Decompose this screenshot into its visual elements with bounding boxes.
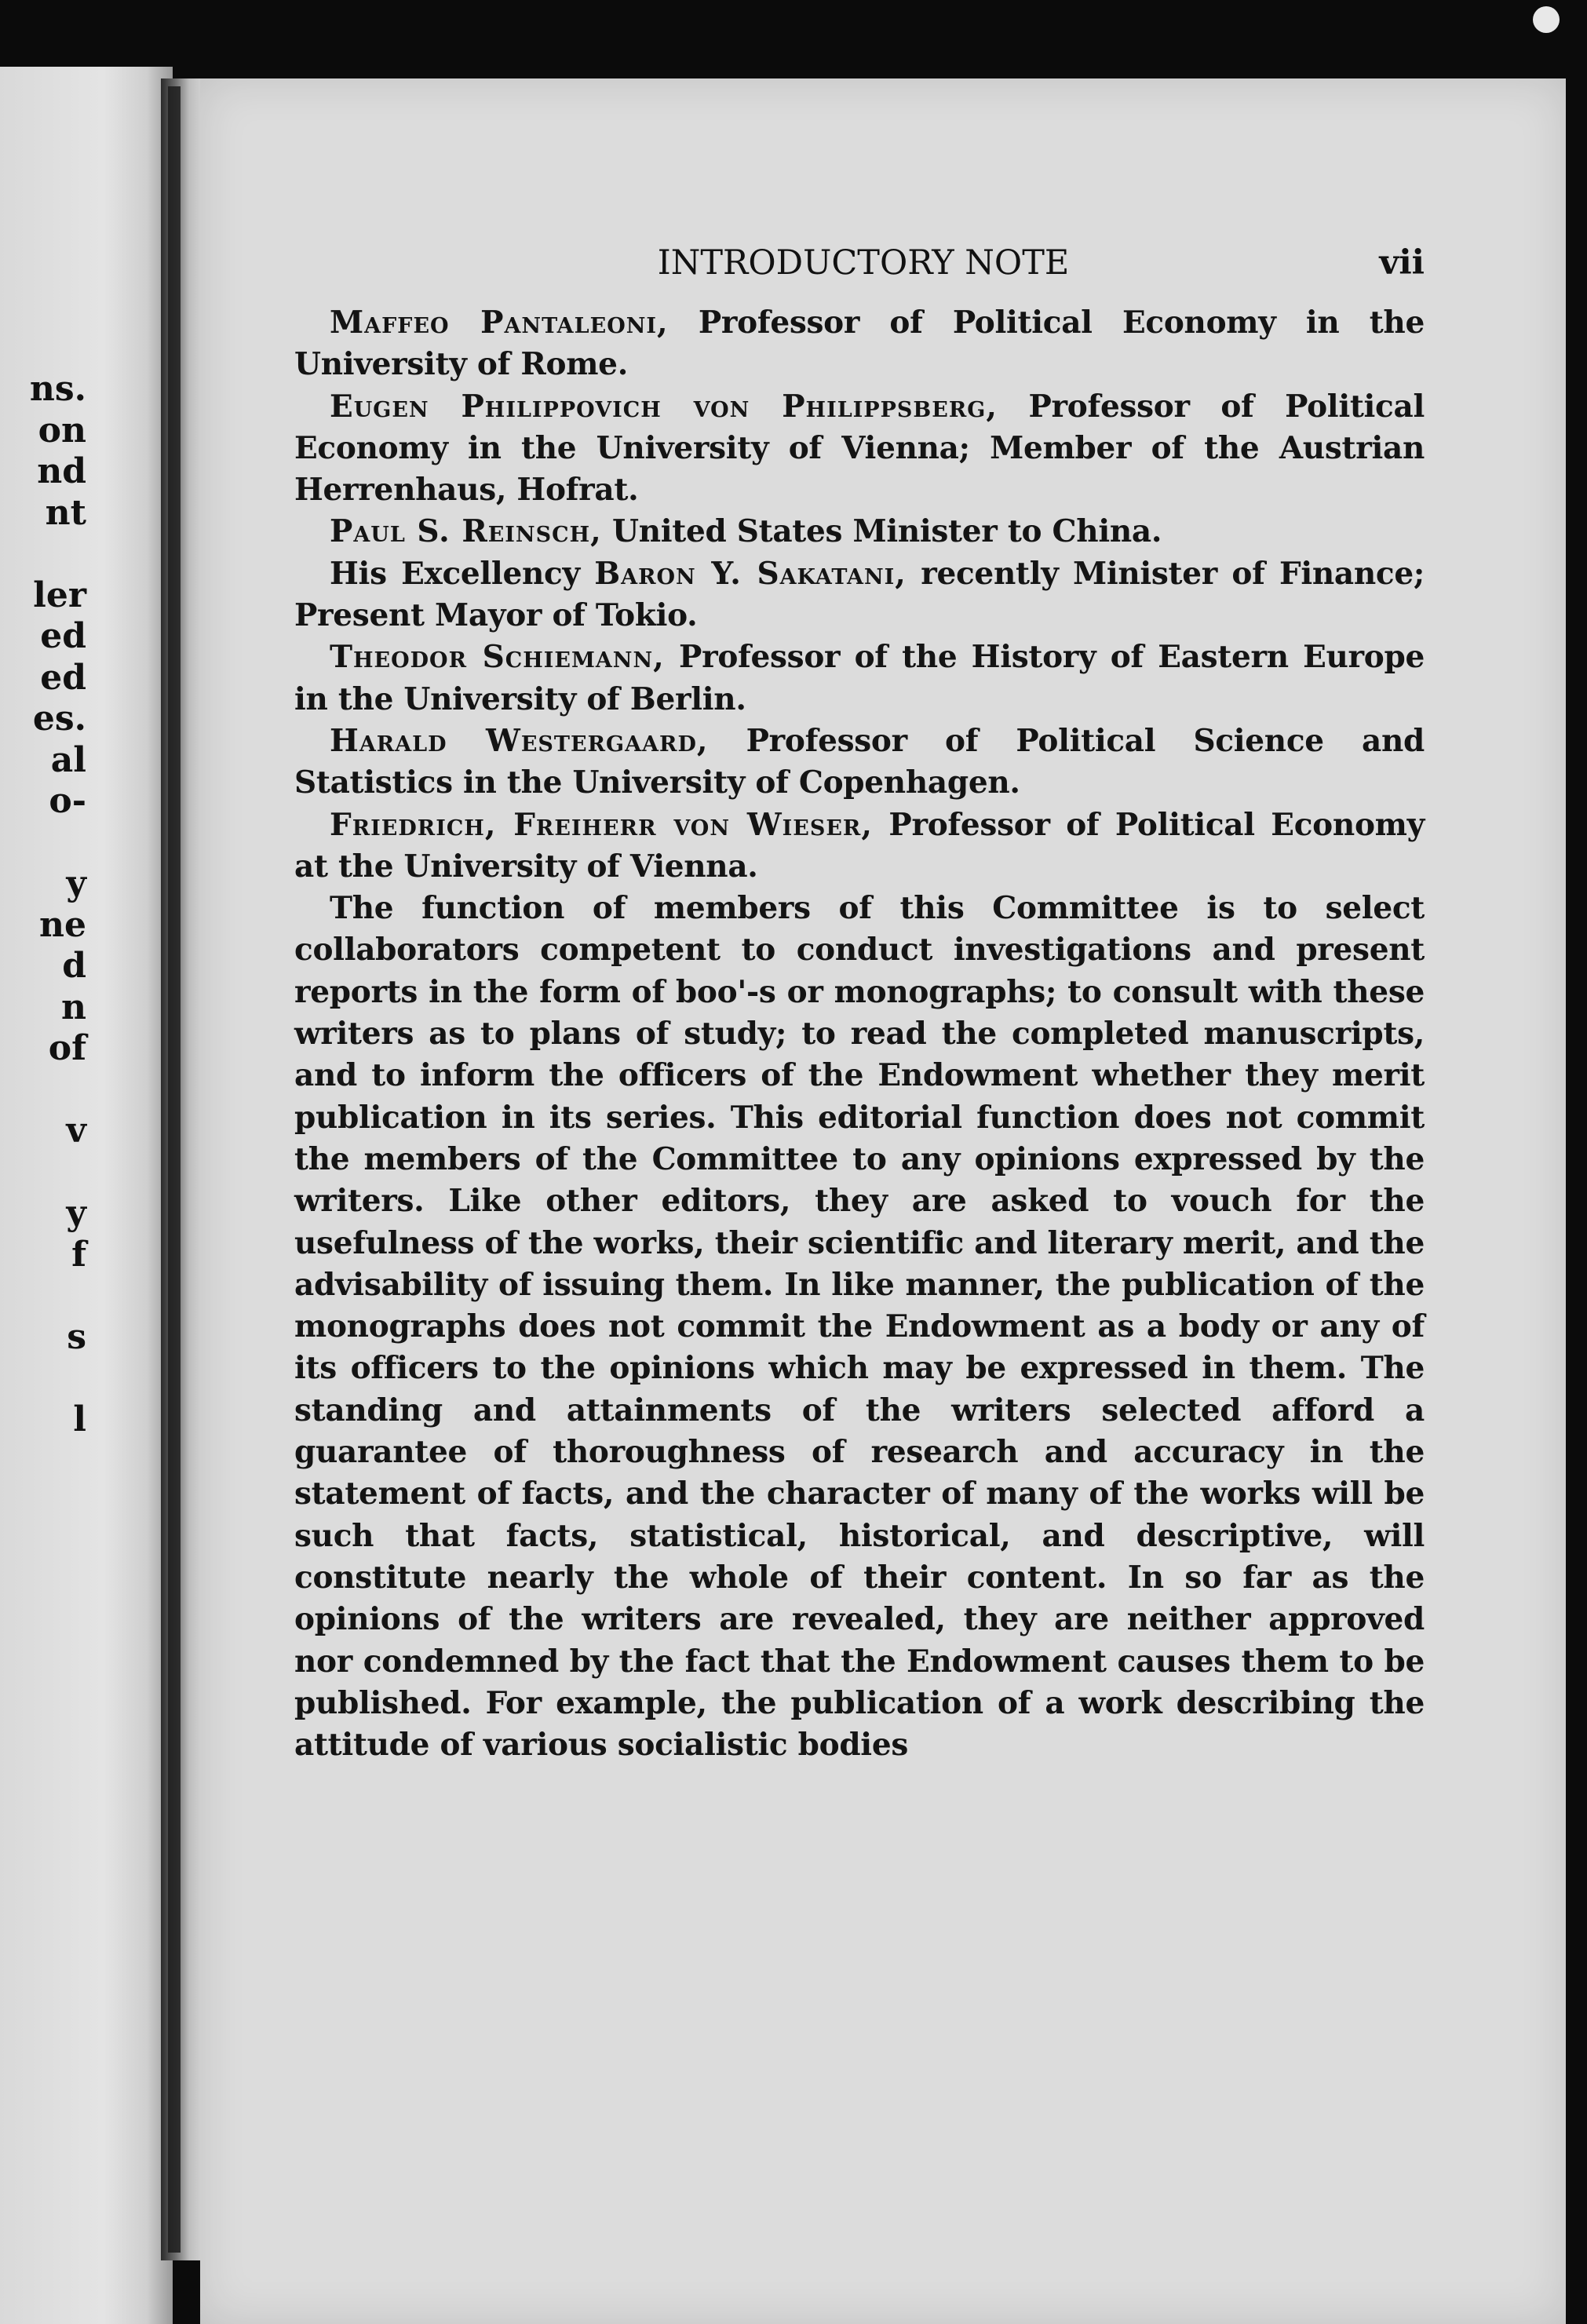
- entry-name: Harald Westergaard,: [330, 722, 709, 759]
- fragment-line: y: [66, 863, 86, 903]
- fragment-line: l: [73, 1399, 86, 1439]
- fragment-line: ed: [40, 616, 86, 656]
- fragment-line: [0, 1070, 86, 1111]
- corner-mark: [1533, 6, 1560, 33]
- fragment-line: on: [38, 410, 86, 451]
- fragment-line: s: [67, 1316, 86, 1357]
- committee-entry: [294, 386, 1425, 512]
- fragment-line: d: [62, 946, 86, 986]
- entry-name: Paul S. Reinsch,: [330, 513, 602, 550]
- fragment-line: ler: [33, 575, 86, 615]
- entry-text: Professor of Political Economy in the University of Rome.: [294, 305, 1425, 383]
- entry-text: United States Minister to China.: [601, 513, 1162, 550]
- entry-text: Professor of Political Science and Statistics in the University of Copenhagen.: [294, 722, 1425, 801]
- left-page-fragments: [0, 369, 86, 1440]
- fragment-line: [0, 823, 86, 864]
- committee-entry: [294, 511, 1425, 553]
- committee-entry: [294, 302, 1425, 386]
- fragment-line: n: [61, 987, 86, 1027]
- entry-name: Friedrich, Freiherr von Wieser,: [330, 806, 873, 843]
- fragment-line: f: [71, 1234, 86, 1275]
- running-title: INTRODUCTORY NOTE: [657, 243, 1070, 283]
- fragment-line: nd: [37, 451, 86, 491]
- entry-text: Professor of the History of Eastern Europe in the University of Berlin.: [294, 639, 1425, 717]
- page-body: [294, 302, 1425, 1766]
- fragment-line: ne: [39, 904, 86, 945]
- fragment-line: o-: [49, 781, 86, 821]
- entry-text: Professor of Political Economy at the University of Vienna.: [294, 806, 1425, 885]
- running-header: [569, 243, 1425, 290]
- fragment-line: [0, 1358, 86, 1399]
- fragment-line: [0, 534, 86, 575]
- entry-name: Baron Y. Sakatani,: [594, 555, 907, 592]
- committee-entry: [294, 721, 1425, 804]
- committee-entry: [294, 553, 1425, 637]
- fragment-line: al: [50, 739, 86, 780]
- right-page: [200, 78, 1566, 2324]
- fragment-line: v: [66, 1111, 86, 1151]
- entry-text: recently Minister of Finance; Present Mayor of Tokio.: [294, 555, 1425, 634]
- fragment-line: [0, 1152, 86, 1194]
- left-facing-page: [0, 67, 173, 2324]
- fragment-line: of: [48, 1028, 86, 1068]
- entry-name: Maffeo Pantaleoni,: [330, 305, 669, 341]
- fragment-line: es.: [32, 699, 86, 739]
- entry-name: Theodor Schiemann,: [330, 639, 665, 676]
- fragment-line: ns.: [29, 369, 86, 409]
- fragment-line: nt: [45, 492, 86, 533]
- fragment-line: y: [66, 1193, 86, 1233]
- fragment-line: ed: [40, 657, 86, 698]
- entry-prefix: His Excellency: [330, 555, 595, 592]
- book-spine-shadow: [168, 86, 181, 2253]
- committee-entry: [294, 804, 1425, 888]
- body-paragraph: The function of members of this Committee is to select collaborators competent to conduct investigations and present reports in the form of boo'-s or monographs; to consult with these writers as to plans of study; to read the completed manuscripts, and to inform the officers of the Endowment whether they merit publication in its series. This editorial function does not commit the members of the Committee to any opinions expressed by the writers. Like other editors, they are asked to vouch for the usefulness of the works, their scientific and literary merit, and the advisability of issuing them. In like manner, the publication of the monographs does not commit the Endowment as a body or any of its officers to the opinions which may be expressed in them. The standing and attainments of the writers selected afford a guarantee of thoroughness of research and accuracy in the statement of facts, and the character of many of the works will be such that facts, statistical, historical, and descriptive, will constitute nearly the whole of their content. In so far as the opinions of the writers are revealed, they are neither approved nor condemned by the fact that the Endowment causes them to be published. For example, the publication of a work describing the attitude of various socialistic bodies: [294, 890, 1425, 1764]
- entry-text: Professor of Political Economy in the University of Vienna; Member of the Austrian Herrenhaus, Hofrat.: [294, 388, 1425, 509]
- committee-entry: [294, 637, 1425, 721]
- page-number: vii: [1379, 243, 1425, 283]
- fragment-line: [0, 1275, 86, 1317]
- entry-name: Eugen Philippovich von Philippsberg,: [330, 388, 998, 425]
